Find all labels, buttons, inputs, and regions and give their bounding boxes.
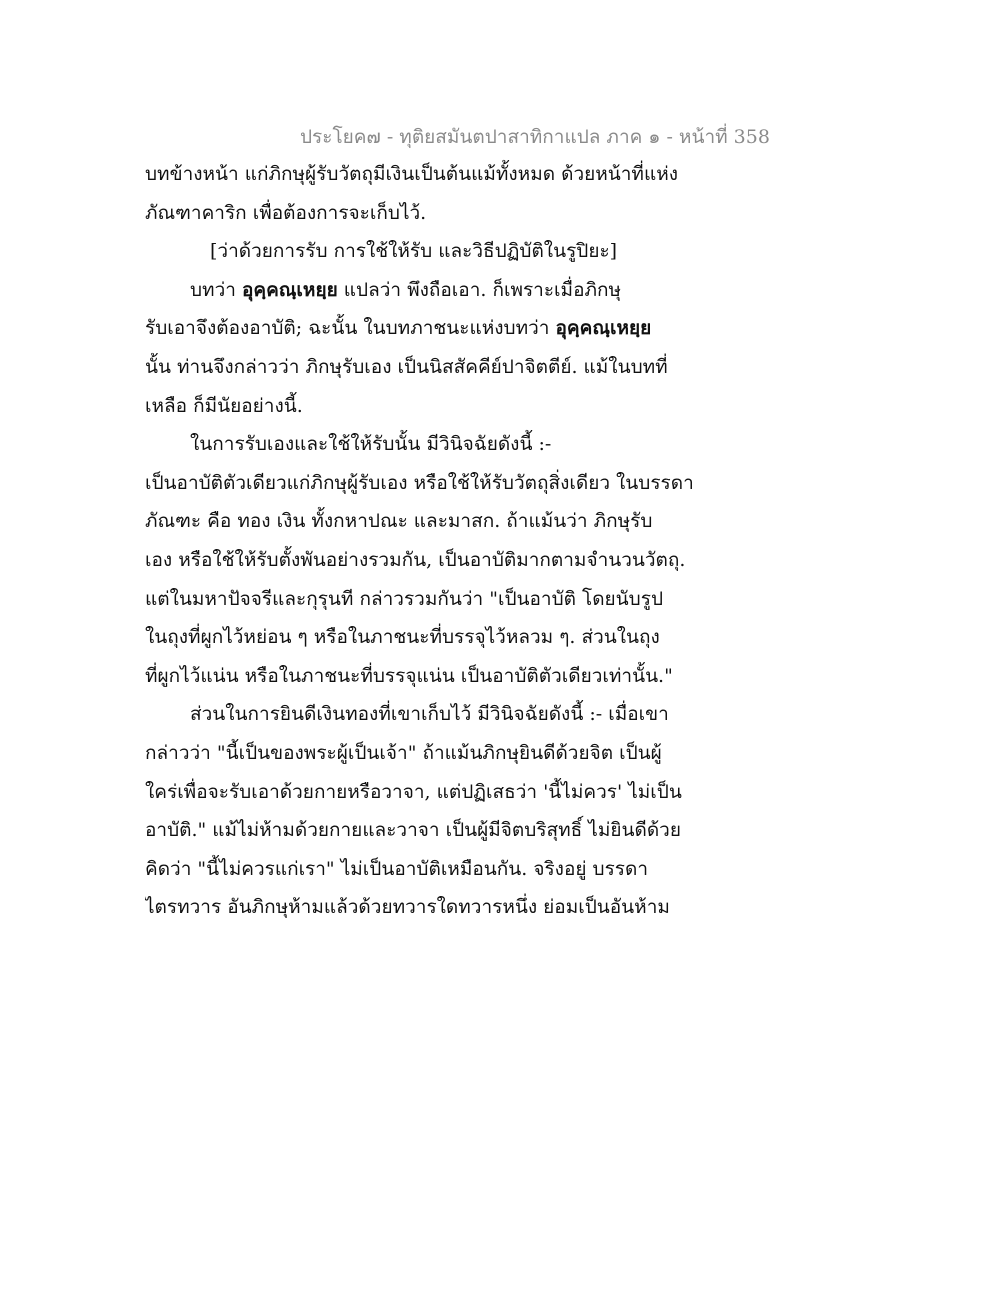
text-line: นั้น ท่านจึงกล่าวว่า ภิกษุรับเอง เป็นนิสสัคคีย์ปาจิตตีย์. แม้ในบทที่: [145, 355, 668, 378]
text-line: ที่ผูกไว้แน่น หรือในภาชนะที่บรรจุแน่น เป็นอาบัติตัวเดียวเท่านั้น.": [145, 664, 673, 687]
text-line: ส่วนในการยินดีเงินทองที่เขาเก็บไว้ มีวินิจฉัยดังนี้ :- เมื่อเขา: [190, 703, 669, 726]
text-fragment: บทว่า: [190, 278, 242, 301]
pali-term: อุคฺคณฺเหยฺย: [555, 317, 652, 340]
text-line: ใคร่เพื่อจะรับเอาด้วยกายหรือวาจา, แต่ปฏิเสธว่า 'นี้ไม่ควร' ไม่เป็น: [145, 780, 682, 803]
text-line: แต่ในมหาปัจจรีและกุรุนที กล่าวรวมกันว่า "เป็นอาบัติ โดยนับรูป: [145, 587, 664, 610]
text-line: อาบัติ." แม้ไม่ห้ามด้วยกายและวาจา เป็นผู้มีจิตบริสุทธิ์ ไม่ยินดีด้วย: [145, 819, 681, 842]
text-line: เหลือ ก็มีนัยอย่างนี้.: [145, 394, 303, 417]
text-line: ไตรทวาร อันภิกษุห้ามแล้วด้วยทวารใดทวารหนึ่ง ย่อมเป็นอันห้าม: [145, 896, 670, 919]
text-line: คิดว่า "นี้ไม่ควรแก่เรา" ไม่เป็นอาบัติเหมือนกัน. จริงอยู่ บรรดา: [145, 857, 649, 880]
text-line: กล่าวว่า "นี้เป็นของพระผู้เป็นเจ้า" ถ้าแม้นภิกษุยินดีด้วยจิต เป็นผู้: [145, 741, 662, 764]
text-line: [145, 309, 705, 348]
text-fragment: แปลว่า พึงถือเอา. ก็เพราะเมื่อภิกษุ: [337, 278, 622, 301]
text-line: [145, 271, 705, 310]
text-line: ในการรับเองและใช้ให้รับนั้น มีวินิจฉัยดังนี้ :-: [190, 433, 552, 456]
text-line: เป็นอาบัติตัวเดียวแก่ภิกษุผู้รับเอง หรือใช้ให้รับวัตถุสิ่งเดียว ในบรรดา: [145, 471, 694, 494]
text-line: ในถุงที่ผูกไว้หย่อน ๆ หรือในภาชนะที่บรรจุไว้หลวม ๆ. ส่วนในถุง: [145, 626, 660, 649]
text-line: บทข้างหน้า แก่ภิกษุผู้รับวัตถุมีเงินเป็นต้นแม้ทั้งหมด ด้วยหน้าที่แห่ง: [145, 163, 679, 185]
text-line: ภัณฑะ คือ ทอง เงิน ทั้งกหาปณะ และมาสก. ถ้าแม้นว่า ภิกษุรับ: [145, 510, 653, 533]
pali-term: อุคฺคณฺเหยฺย: [241, 278, 338, 301]
text-line: เอง หรือใช้ให้รับตั้งพันอย่างรวมกัน, เป็นอาบัติมากตามจำนวนวัตถุ.: [145, 548, 686, 571]
running-header: ประโยค๗ - ทุติยสมันตปาสาทิกาแปล ภาค ๑ - หน้าที่ 358: [300, 126, 770, 148]
text-line: ภัณฑาคาริก เพื่อต้องการจะเก็บไว้.: [145, 201, 427, 224]
text-fragment: รับเอาจึงต้องอาบัติ; ฉะนั้น ในบทภาชนะแห่งบทว่า: [145, 317, 556, 340]
section-heading: [ว่าด้วยการรับ การใช้ให้รับ และวิธีปฏิบัติในรูปิยะ]: [210, 240, 618, 263]
body-text: [145, 155, 705, 927]
